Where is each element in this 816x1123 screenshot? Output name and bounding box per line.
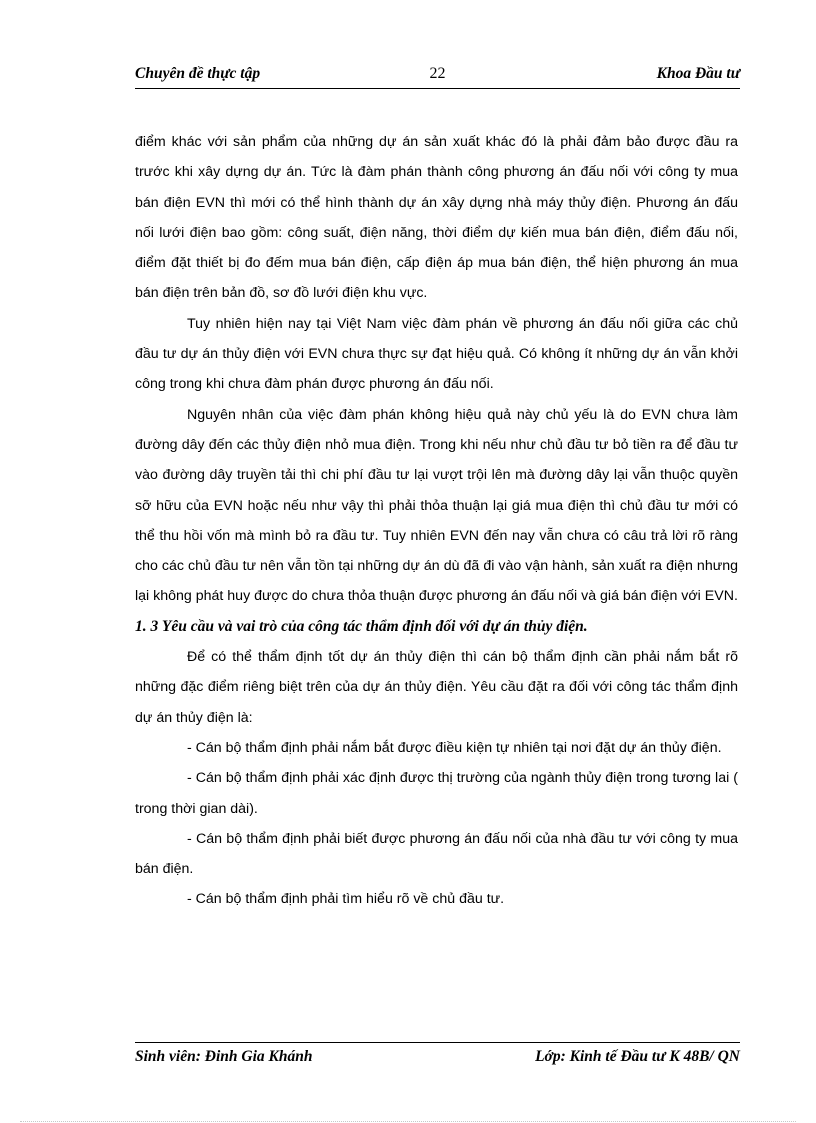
section-heading: 1. 3 Yêu cầu và vai trò của công tác thẩm định đối với dự án thủy điện. bbox=[135, 617, 588, 635]
paragraph-continuation: điểm khác với sản phẩm của những dự án sản xuất khác đó là phải đảm bảo được đầu ra trước khi xây dựng dự án. Tức là đàm phán thành công phương án đấu nối với công ty mua bán điện EVN thì mới có thể hình thành dự án xây dựng nhà máy thủy điện. Phương án đấu nối lưới điện bao gồm: công suất, điện năng, thời điểm dự kiến mua bán điện, điểm đấu nối, điểm đặt thiết bị đo đếm mua bán điện, cấp điện áp mua bán điện, thể hiện phương án mua bán điện trên bản đồ, sơ đồ lưới điện khu vực. bbox=[135, 134, 738, 302]
paragraph: Nguyên nhân của việc đàm phán không hiệu quả này chủ yếu là do EVN chưa làm đường dây đến các thủy điện nhỏ mua điện. Trong khi nếu như chủ đầu tư bỏ tiền ra để đầu tư vào đường dây truyền tải thì chi phí đầu tư lại vượt trội lên mà đường dây lại vẫn thuộc quyền sỡ hữu của EVN hoặc nếu như vậy thì phải thỏa thuận lại giá mua điện thì chủ đầu tư mới có thể thu hồi vốn mà mình bỏ ra đầu tư. Tuy nhiên EVN đến nay vẫn chưa có câu trả lời rõ ràng cho các chủ đầu tư nên vẫn tồn tại những dự án dù đã đi vào vận hành, sản xuất ra điện nhưng lại không phát huy được do chưa thỏa thuận được phương án đấu nối và giá bán điện với EVN. bbox=[135, 406, 738, 605]
page-footer bbox=[135, 1042, 740, 1069]
header-department: Khoa Đầu tư bbox=[656, 65, 740, 82]
header-title: Chuyên đề thực tập bbox=[135, 65, 261, 82]
list-item: - Cán bộ thẩm định phải biết được phương án đấu nối của nhà đầu tư với công ty mua bán điện. bbox=[135, 830, 738, 878]
paragraph: Tuy nhiên hiện nay tại Việt Nam việc đàm phán về phương án đấu nối giữa các chủ đầu tư dự án thủy điện với EVN chưa thực sự đạt hiệu quả. Có không ít những dự án vẫn khởi công trong khi chưa đàm phán được phương án đấu nối. bbox=[135, 315, 738, 393]
list-item: - Cán bộ thẩm định phải tìm hiểu rõ về chủ đầu tư. bbox=[187, 891, 505, 908]
list-item: - Cán bộ thẩm định phải nắm bắt được điều kiện tự nhiên tại nơi đặt dự án thủy điện. bbox=[187, 739, 722, 756]
list-item: - Cán bộ thẩm định phải xác định được thị trường của ngành thủy điện trong tương lai ( trong thời gian dài). bbox=[135, 770, 738, 817]
page-number: 22 bbox=[429, 65, 446, 82]
footer-class: Lớp: Kinh tế Đầu tư K 48B/ QN bbox=[535, 1048, 740, 1065]
footer-student: Sinh viên: Đinh Gia Khánh bbox=[135, 1048, 313, 1065]
page-bottom-divider bbox=[20, 1121, 796, 1122]
page-body bbox=[135, 127, 738, 915]
paragraph: Để có thể thẩm định tốt dự án thủy điện thì cán bộ thẩm định cần phải nắm bắt rõ những đặc điểm riêng biệt trên của dự án thủy điện. Yêu cầu đặt ra đối với công tác thẩm định dự án thủy điện là: bbox=[135, 649, 738, 726]
page-header bbox=[135, 62, 740, 89]
